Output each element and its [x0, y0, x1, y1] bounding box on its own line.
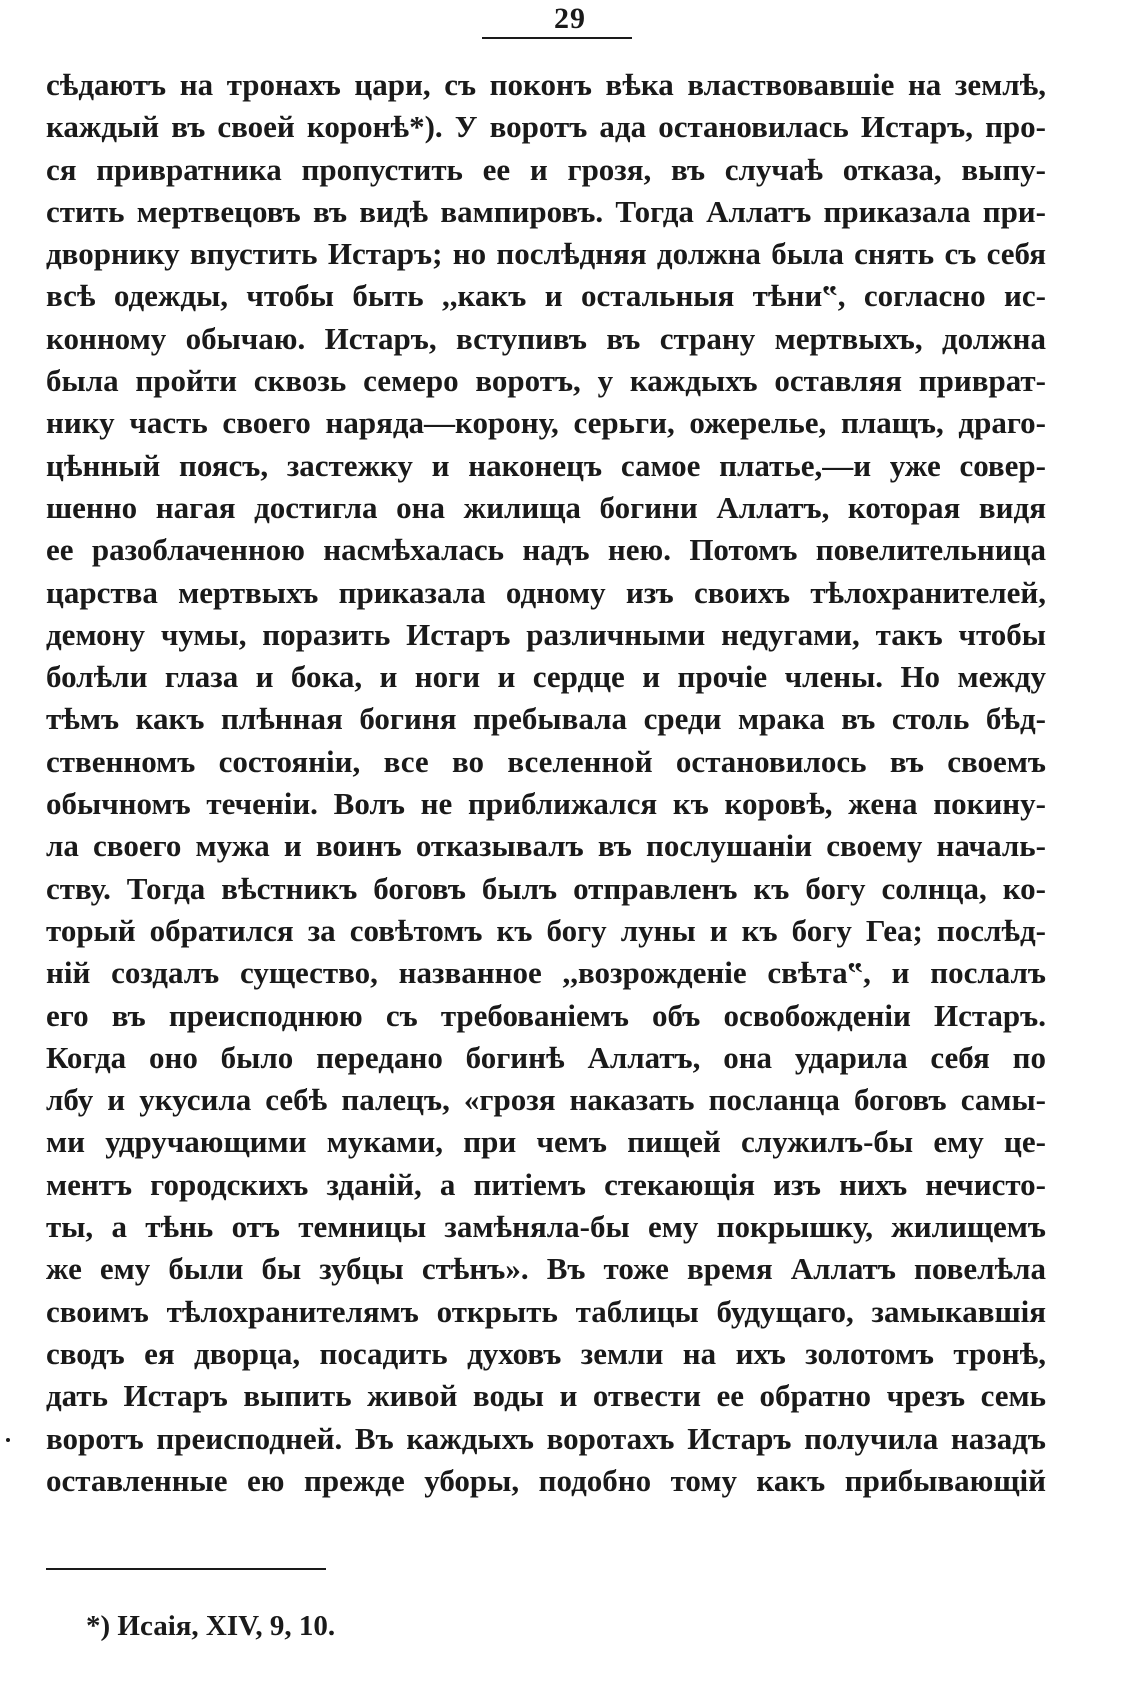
text-line: конному обычаю. Истаръ, вступивъ въ страну мертвыхъ, должна	[46, 320, 1046, 356]
body-text	[46, 64, 1046, 1502]
text-line: была пройти сквозь семеро воротъ, у каждыхъ оставляя приврат-	[46, 363, 1046, 399]
text-line: своимъ тѣлохранителямъ открыть таблицы будущаго, замыкавшія	[46, 1293, 1046, 1329]
text-line: Когда оно было передано богинѣ Аллатъ, она ударила себя по	[46, 1039, 1046, 1075]
text-line: дворнику впустить Истаръ; но послѣдняя должна была снять съ себя	[46, 236, 1046, 272]
text-line: воротъ преисподней. Въ каждыхъ воротахъ Истаръ получила назадъ	[46, 1420, 1046, 1456]
text-line: шенно нагая достигла она жилища богини Аллатъ, которая видя	[46, 489, 1046, 525]
text-line: ми удручающими муками, при чемъ пищей служилъ-бы ему це-	[46, 1124, 1046, 1160]
text-line: цѣнный поясъ, застежку и наконецъ самое платье,—и уже совер-	[46, 447, 1046, 483]
text-line: сѣдаютъ на тронахъ цари, съ поконъ вѣка властвовавшіе на землѣ,	[46, 67, 1046, 102]
text-line: каждый въ своей коронѣ*). У воротъ ада остановилась Истаръ, про-	[46, 109, 1046, 145]
text-line: ственномъ состояніи, все во вселенной остановилось въ своемъ	[46, 743, 1046, 779]
text-line: тѣмъ какъ плѣнная богиня пребывала среди мрака въ столь бѣд-	[46, 701, 1046, 737]
text-line: ты, а тѣнь отъ темницы замѣняла-бы ему покрышку, жилищемъ	[46, 1209, 1046, 1245]
text-line: его въ преисподнюю съ требованіемъ объ освобожденіи Истаръ.	[46, 997, 1046, 1033]
text-line: ся привратника пропустить ее и грозя, въ случаѣ отказа, выпу-	[46, 151, 1046, 187]
header-rule	[482, 37, 632, 39]
text-line: всѣ одежды, чтобы быть ,,какъ и остальныя тѣни‟, согласно ис-	[46, 278, 1046, 314]
text-line: лбу и укусила себѣ палецъ, «грозя наказать посланца боговъ самы-	[46, 1082, 1046, 1118]
text-line: обычномъ теченіи. Волъ не приближался къ коровѣ, жена покину-	[46, 786, 1046, 822]
text-line: болѣли глаза и бока, и ноги и сердце и прочіе члены. Но между	[46, 659, 1046, 695]
text-line: ла своего мужа и воинъ отказывалъ въ послушаніи своему началь-	[46, 828, 1046, 864]
text-line: нику часть своего наряда—корону, серьги, ожерелье, плащъ, драго-	[46, 405, 1046, 441]
text-line: ее разоблаченною насмѣхалась надъ нею. Потомъ повелительница	[46, 532, 1046, 568]
text-line: ній создалъ существо, названное ,,возрожденіе свѣта‟, и послалъ	[46, 955, 1046, 991]
page-number: 29	[554, 2, 586, 35]
text-line: же ему были бы зубцы стѣнъ». Въ тоже время Аллатъ повелѣла	[46, 1251, 1046, 1287]
text-line: ству. Тогда вѣстникъ боговъ былъ отправленъ къ богу солнца, ко-	[46, 870, 1046, 906]
text-line: дать Истаръ выпить живой воды и отвести ее обратно чрезъ семь	[46, 1378, 1046, 1414]
footnote-rule	[46, 1568, 326, 1570]
margin-speck	[6, 1438, 10, 1442]
text-line: демону чумы, поразить Истаръ различными недугами, такъ чтобы	[46, 616, 1046, 652]
footnote: *) Исаія, XIV, 9, 10.	[86, 1610, 336, 1642]
text-line: царства мертвыхъ приказала одному изъ своихъ тѣлохранителей,	[46, 574, 1046, 610]
text-line: ментъ городскихъ зданій, а питіемъ стекающія изъ нихъ нечисто-	[46, 1166, 1046, 1202]
text-line: сводъ ея дворца, посадить духовъ земли на ихъ золотомъ тронѣ,	[46, 1335, 1046, 1371]
text-line: стить мертвецовъ въ видѣ вампировъ. Тогда Аллатъ приказала при-	[46, 193, 1046, 229]
text-line: торый обратился за совѣтомъ къ богу луны и къ богу Геа; послѣд-	[46, 912, 1046, 948]
text-line: оставленные ею прежде уборы, подобно тому какъ прибывающій	[46, 1462, 1046, 1498]
